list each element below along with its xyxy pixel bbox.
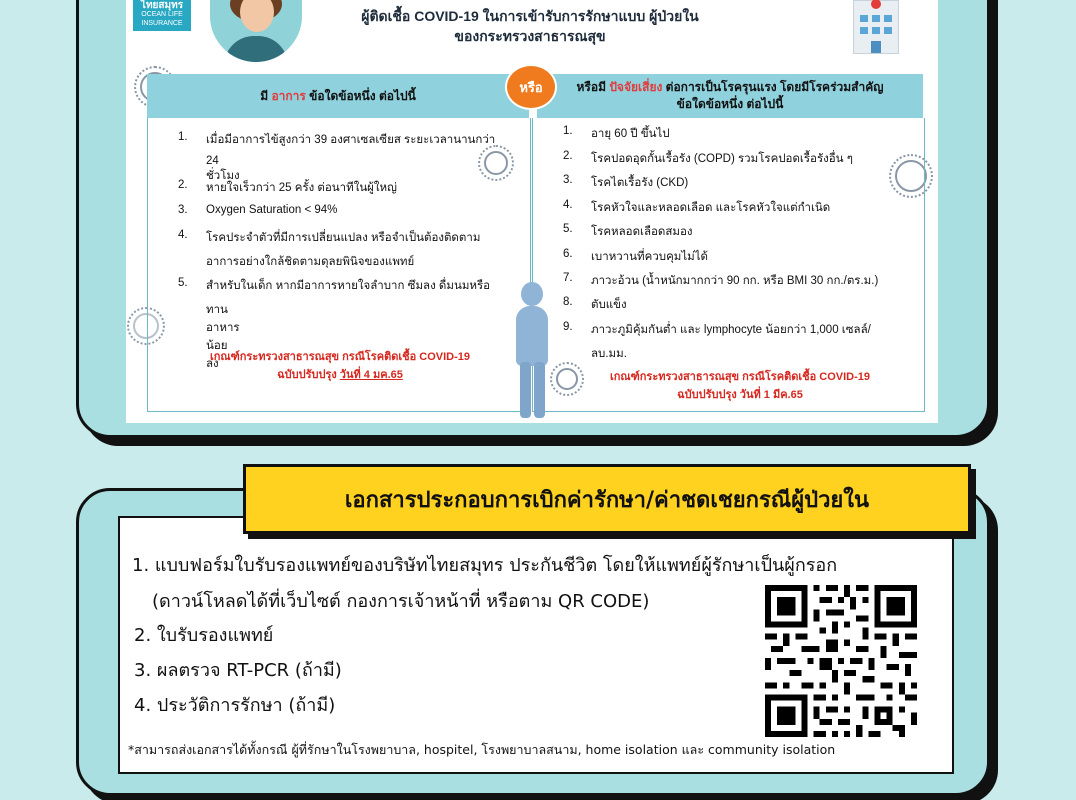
footnote: *สามารถส่งเอกสารได้ทั้งกรณี ผู้ที่รักษาในโรงพยาบาล, hospitel, โรงพยาบาลสนาม, home isolation และ community isolation <box>128 742 836 757</box>
documents-heading: เอกสารประกอบการเบิกค่ารักษา/ค่าชดเชยกรณีผู้ป่วยใน <box>243 464 971 534</box>
poster-title: ผู้ติดเชื้อ COVID-19 ในการเข้ารับการรักษาแบบ ผู้ป่วยใน ของกระทรวงสาธารณสุข <box>361 8 699 44</box>
hospital-icon <box>853 0 899 54</box>
document-item-4: 4. ประวัติการรักษา (ถ้ามี) <box>134 695 336 716</box>
risk-factors-header: หรือมี ปัจจัยเสี่ยง ต่อการเป็นโรครุนแรง โดยมีโรคร่วมสำคัญ ข้อใดข้อหนึ่ง ต่อไปนี้ <box>537 74 923 118</box>
document-item-1-note: (ดาวน์โหลดได้ที่เว็บไซต์ กองการเจ้าหน้าที่ หรือตาม QR CODE) <box>152 591 650 612</box>
company-logo: ไทยสมุทร OCEAN LIFE INSURANCE <box>133 0 191 31</box>
symptoms-source-note: เกณฑ์กระทรวงสาธารณสุข กรณีโรคติดเชื้อ COVID-19 ฉบับปรับปรุง วันที่ 4 มค.65 <box>210 351 470 381</box>
risk-source-note: เกณฑ์กระทรวงสาธารณสุข กรณีโรคติดเชื้อ COVID-19 ฉบับปรับปรุง วันที่ 1 มีค.65 <box>610 371 870 401</box>
or-badge: หรือ <box>505 64 557 110</box>
document-item-1: 1. แบบฟอร์มใบรับรองแพทย์ของบริษัทไทยสมุทร ประกันชีวิต โดยให้แพทย์ผู้รักษาเป็นผู้กรอก <box>132 555 838 576</box>
doctor-figure <box>508 282 556 418</box>
document-item-3: 3. ผลตรวจ RT-PCR (ถ้ามี) <box>134 660 342 681</box>
document-item-2: 2. ใบรับรองแพทย์ <box>134 625 274 646</box>
qr-code[interactable] <box>765 585 917 737</box>
symptoms-header: มี อาการ ข้อใดข้อหนึ่ง ต่อไปนี้ <box>147 74 529 118</box>
